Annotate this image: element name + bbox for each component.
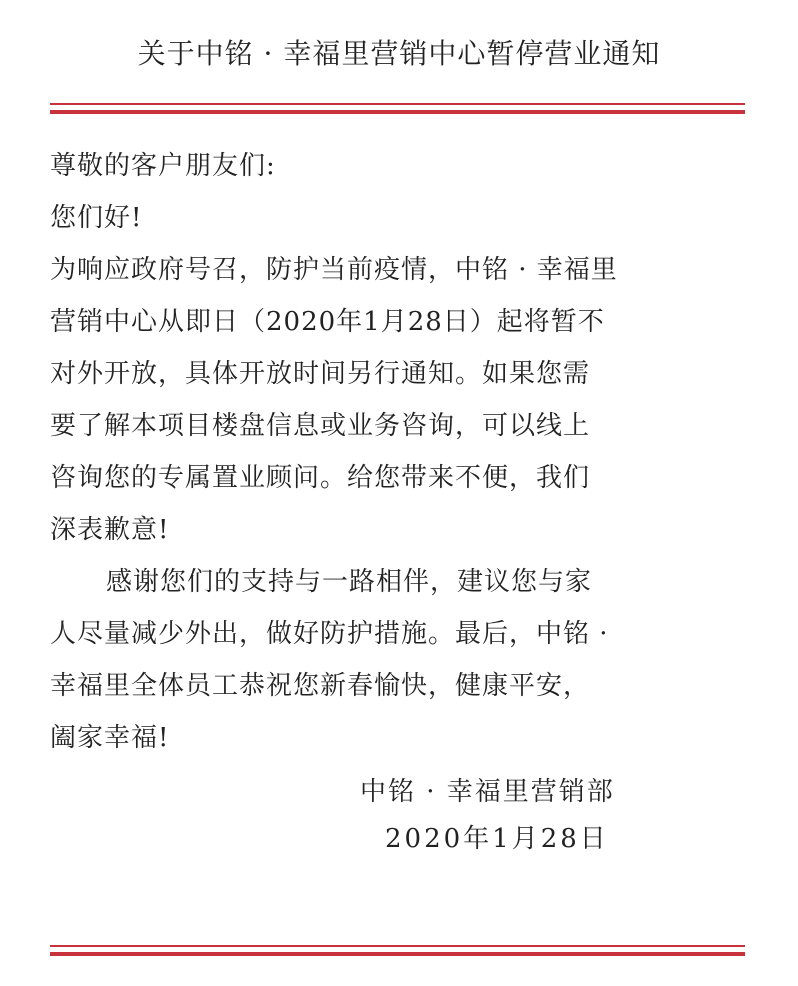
paragraph1-line: 营销中心从即日（2020年1月28日）起将暂不	[50, 307, 605, 337]
signature-date: 2020年1月28日	[385, 824, 609, 854]
top-divider-thick-line	[50, 110, 745, 114]
greeting: 尊敬的客户朋友们:	[50, 151, 276, 181]
bottom-divider-thick-line	[50, 952, 745, 956]
notice-title: 关于中铭 · 幸福里营销中心暂停营业通知	[137, 37, 661, 70]
top-divider-thin-line	[50, 103, 745, 105]
paragraph1-line: 咨询您的专属置业顾问。给您带来不便，我们	[50, 463, 591, 493]
paragraph2-line: 人尽量减少外出，做好防护措施。最后，中铭 ·	[50, 619, 609, 649]
bottom-divider	[50, 945, 745, 959]
top-divider	[50, 103, 745, 117]
paragraph1-line: 为响应政府号召，防护当前疫情，中铭 · 幸福里	[50, 255, 618, 285]
notice-body	[50, 140, 750, 764]
paragraph1-line: 对外开放，具体开放时间另行通知。如果您需	[50, 359, 591, 389]
paragraph1-line: 要了解本项目楼盘信息或业务咨询，可以线上	[50, 411, 591, 441]
paragraph2-line: 阖家幸福!	[50, 723, 170, 753]
hello-line: 您们好!	[50, 203, 143, 233]
paragraph2-line: 幸福里全体员工恭祝您新春愉快，健康平安，	[50, 671, 591, 701]
signature: 中铭 · 幸福里营销部	[360, 777, 615, 807]
bottom-divider-thin-line	[50, 945, 745, 947]
paragraph2-line: 感谢您们的支持与一路相伴，建议您与家	[106, 567, 593, 597]
paragraph1-line: 深表歉意!	[50, 515, 170, 545]
